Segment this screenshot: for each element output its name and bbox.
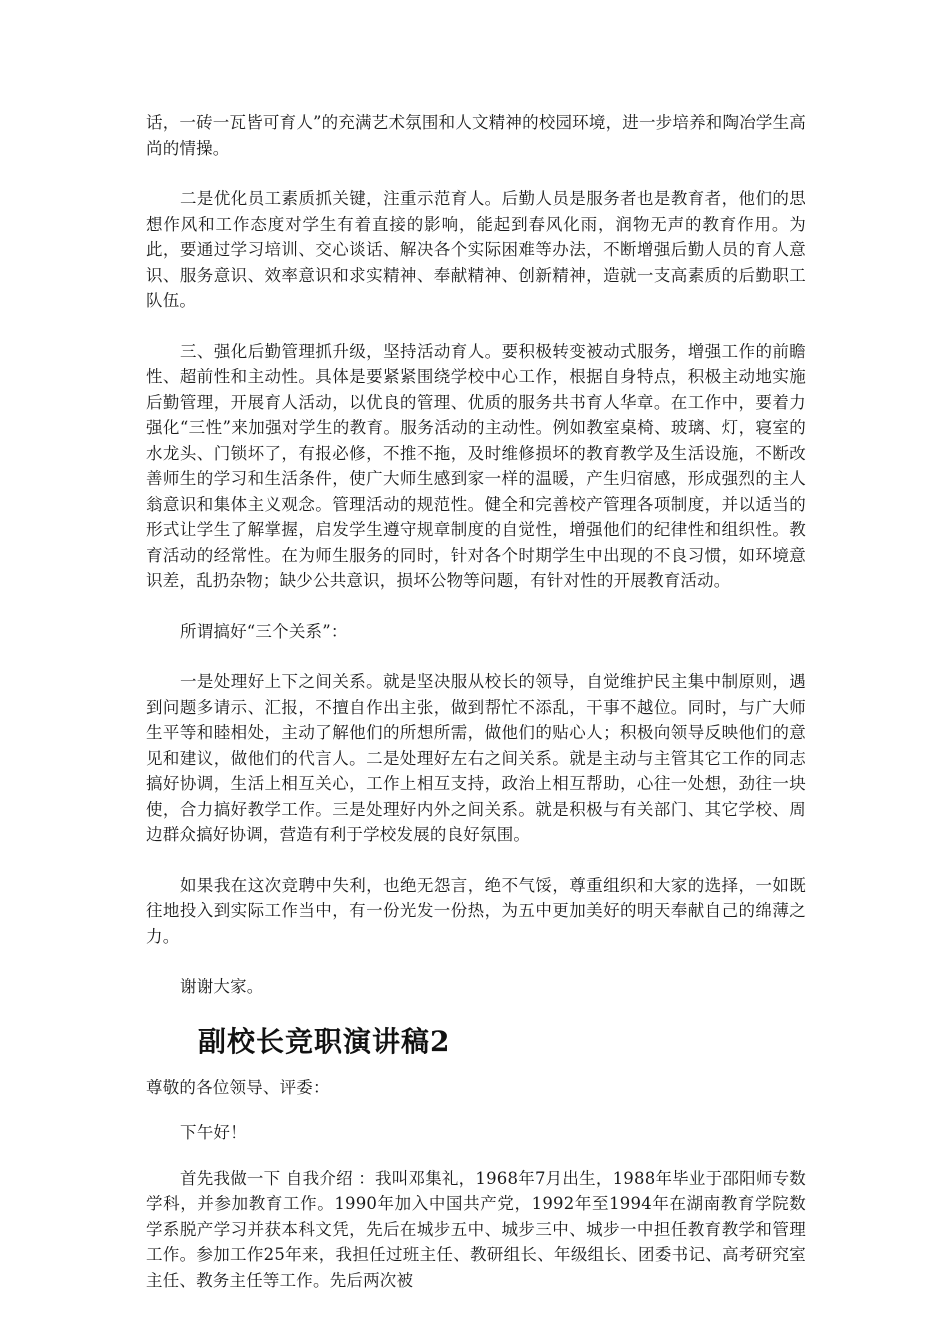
paragraph-thanks: 谢谢大家。	[180, 977, 264, 996]
paragraph-logistics-management: 三、强化后勤管理抓升级，坚持活动育人。要积极转变被动式服务，增强工作的前瞻性、超前性和主动性。具体是要紧紧围绕学校中心工作，根据自身特点，积极主动地实施后勤管理，开展育人活动，以优良的管理、优质的服务共书育人华章。在工作中，要着力强化“三性”来加强对学生的教育。服务活动的主动性。例如教室桌椅、玻璃、灯，寝室的水龙头、门锁坏了，有报必修，不推不拖，及时维修损坏的教育教学及生活设施，不断改善师生的学习和生活条件，使广大师生感到家一样的温暖，产生归宿感，形成强烈的主人翁意识和集体主义观念。管理活动的规范性。健全和完善校产管理各项制度，并以适当的形式让学生了解掌握，启发学生遵守规章制度的自觉性，增强他们的纪律性和组织性。教育活动的经常性。在为师生服务的同时，针对各个时期学生中出现的不良习惯，如环境意识差，乱扔杂物；缺少公共意识，损坏公物等问题，有针对性的开展教育活动。	[146, 341, 806, 590]
paragraph-three-relations: 一是处理好上下之间关系。就是坚决服从校长的领导，自觉维护民主集中制原则，遇到问题多请示、汇报，不擅自作出主张，做到帮忙不添乱，干事不越位。同时，与广大师生平等和睦相处，主动了解他们的所想所需，做他们的贴心人；积极向领导反映他们的意见和建议，做他们的代言人。二是处理好左右之间关系。就是主动与主管其它工作的同志搞好协调，生活上相互关心，工作上相互支持，政治上相互帮助，心往一处想，劲往一块使，合力搞好教学工作。三是处理好内外之间关系。就是积极与有关部门、其它学校、周边群众搞好协调，营造有利于学校发展的良好氛围。	[146, 672, 806, 844]
paragraph-self-introduction: 首先我做一下 自我介绍 ：我叫邓集礼，1968年7月出生，1988年毕业于邵阳师专数学科，并参加教育工作。1990年加入中国共产党，1992年至1994年在湖南教育学院数学系脱产学习并获本科文凭，先后在城步五中、城步三中、城步一中担任教育教学和管理工作。参加工作25年来，我担任过班主任、教研组长、年级组长、团委书记、高考研究室主任、教务主任等工作。先后两次被	[146, 1168, 806, 1290]
paragraph-intro-continuation: 话，一砖一瓦皆可育人”的充满艺术氛围和人文精神的校园环境，进一步培养和陶冶学生高尚的情操。	[146, 113, 806, 158]
paragraph-if-fail: 如果我在这次竞聘中失利，也绝无怨言，绝不气馁，尊重组织和大家的选择，一如既往地投入到实际工作当中，有一份光发一份热，为五中更加美好的明天奉献自己的绵薄之力。	[146, 875, 806, 946]
document-body	[146, 110, 806, 1318]
paragraph-greeting: 下午好！	[180, 1123, 247, 1142]
section-heading: 副校长竞职演讲稿2	[198, 1024, 451, 1058]
paragraph-salutation: 尊敬的各位领导、评委：	[146, 1077, 330, 1097]
paragraph-three-relations-intro: 所谓搞好“三个关系”：	[180, 621, 348, 641]
paragraph-staff-quality: 二是优化员工素质抓关键，注重示范育人。后勤人员是服务者也是教育者，他们的思想作风和工作态度对学生有着直接的影响，能起到春风化雨，润物无声的教育作用。为此，要通过学习培训、交心谈话、解决各个实际困难等办法，不断增强后勤人员的育人意识、服务意识、效率意识和求实精神、奉献精神、创新精神，造就一支高素质的后勤职工队伍。	[146, 189, 806, 310]
